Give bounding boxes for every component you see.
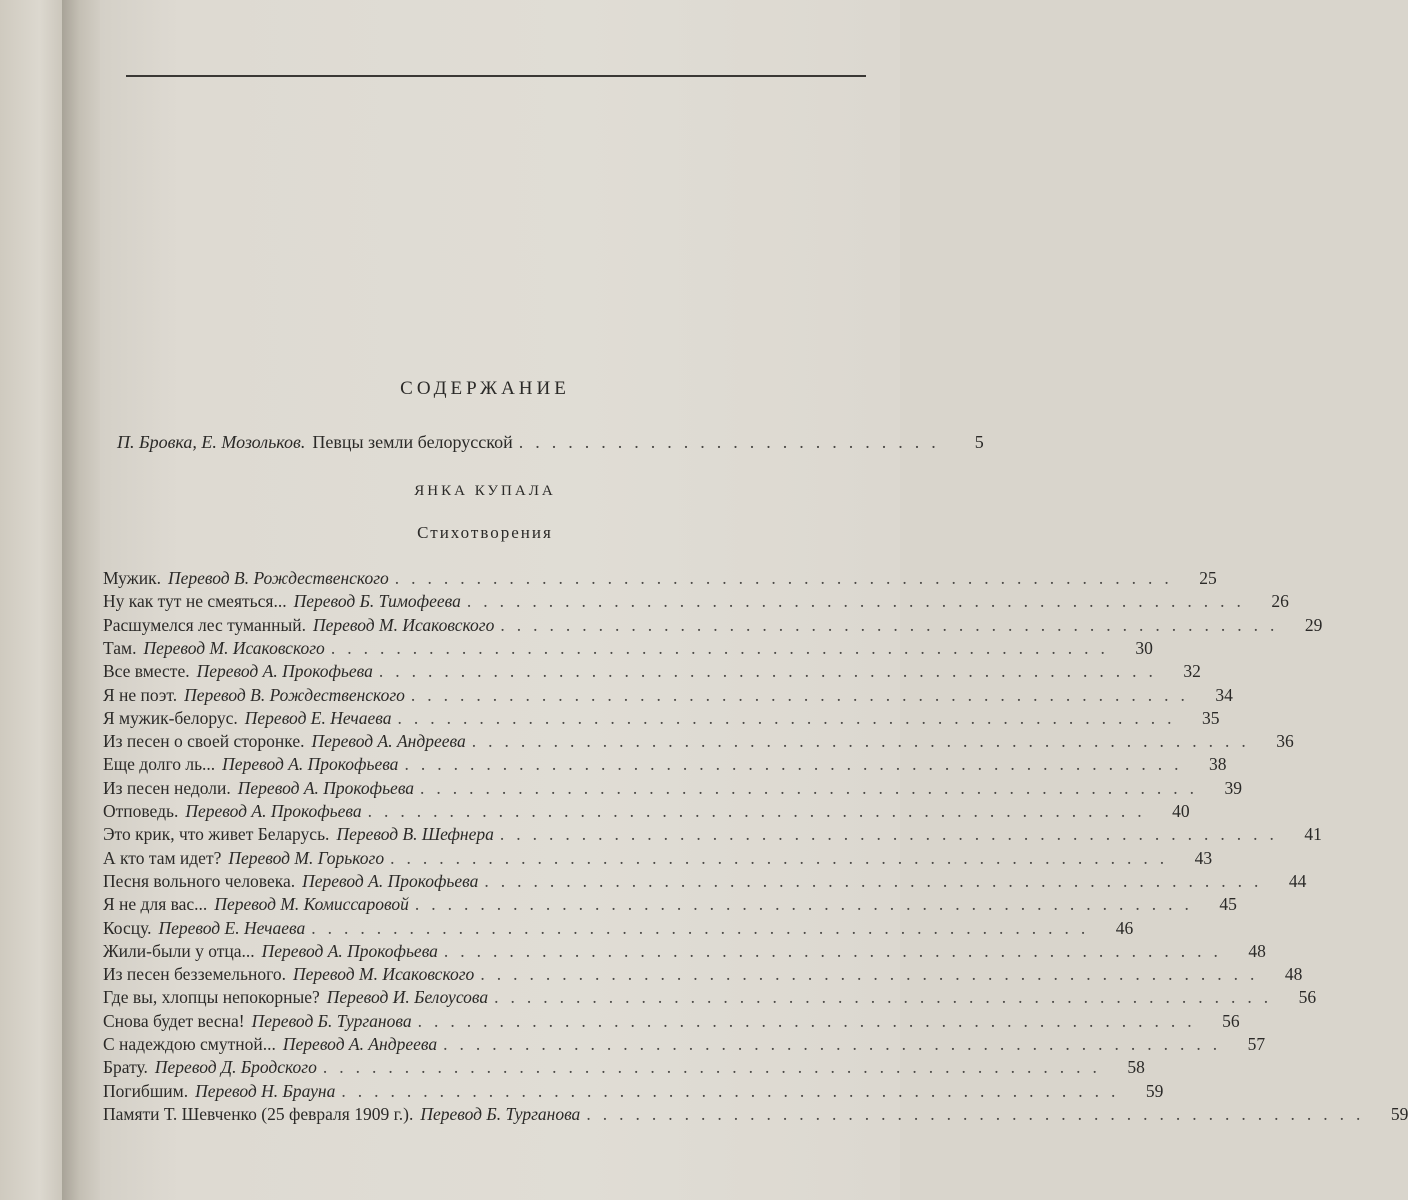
toc-entry-title: Из песен недоли. xyxy=(103,777,231,798)
leader-dots: ................................................ xyxy=(417,1010,1204,1031)
leader-dots: ................................................ xyxy=(443,1034,1230,1054)
toc-entry-translator: Перевод В. Рождественского xyxy=(184,684,405,705)
toc-entry-translator: Перевод М. Исаковского xyxy=(292,964,475,985)
toc-entry-title: Жили-были у отца... xyxy=(103,940,255,961)
toc-entry xyxy=(103,1080,1164,1105)
toc-entry-page-number: 43 xyxy=(1194,847,1213,868)
section-subtitle: Стихотворения xyxy=(417,523,553,542)
toc-entry-translator: Перевод Е. Нечаева xyxy=(158,917,306,938)
toc-entry-translator: Перевод А. Андреева xyxy=(311,731,466,752)
leader-dots: ................................................ xyxy=(471,731,1258,752)
leader-dots: ................................................ xyxy=(404,754,1191,775)
toc-entry-page-number: 30 xyxy=(1135,637,1153,658)
toc-entry-title: Мужик. xyxy=(103,568,161,588)
toc-entry xyxy=(103,917,1134,942)
toc-entry-page-number: 46 xyxy=(1115,917,1134,938)
toc-entry-translator: Перевод А. Прокофьева xyxy=(237,777,415,798)
toc-entry xyxy=(103,940,1266,965)
toc-entry xyxy=(103,870,1307,895)
toc-entry-page-number: 59 xyxy=(1390,1103,1408,1124)
leader-dots: ................................................ xyxy=(499,824,1286,845)
leader-dots: ................................................ xyxy=(494,987,1281,1008)
toc-entry-title: Где вы, хлопцы непокорные? xyxy=(103,987,320,1008)
toc-entry xyxy=(103,801,1190,825)
toc-entry xyxy=(103,568,1217,592)
toc-entry xyxy=(103,1057,1145,1081)
toc-entry-page-number: 26 xyxy=(1271,591,1289,612)
toc-entry xyxy=(103,637,1153,662)
toc-entry-title: Из песен безземельного. xyxy=(103,964,286,985)
toc-entry-title: Памяти Т. Шевченко (25 февраля 1909 г.). xyxy=(103,1103,414,1124)
toc-entry-title: Я не поэт. xyxy=(103,684,178,705)
toc-entry-page-number: 38 xyxy=(1208,754,1227,775)
leader-dots: ................................................ xyxy=(466,591,1253,612)
leader-dots: .......................... xyxy=(518,432,948,452)
toc-entry-title: Косцу. xyxy=(103,917,152,938)
toc-entry-page-number: 36 xyxy=(1276,731,1294,752)
toc-entry xyxy=(103,661,1201,685)
toc-entry-page-number: 29 xyxy=(1304,614,1323,635)
leader-dots: ................................................ xyxy=(484,870,1271,891)
toc-entry xyxy=(103,1034,1266,1058)
toc-entry-translator: Перевод Б. Турганова xyxy=(251,1010,412,1031)
toc-entry-title: Там. xyxy=(103,637,137,658)
toc-entry-title: Погибшим. xyxy=(103,1080,189,1101)
toc-entry-translator: Перевод М. Комиссаровой xyxy=(214,894,409,915)
leader-dots: ................................................ xyxy=(341,1080,1128,1101)
toc-entry xyxy=(103,614,1323,639)
toc-entry-page-number: 39 xyxy=(1224,777,1243,798)
toc-entry-page-number: 44 xyxy=(1288,870,1307,891)
leader-dots: ................................................ xyxy=(586,1103,1373,1124)
toc-entry-page-number: 41 xyxy=(1304,824,1322,845)
toc-entry xyxy=(103,824,1322,848)
intro-title: Певцы земли белорусской xyxy=(312,432,513,452)
toc-entry-title: Брату. xyxy=(103,1057,148,1078)
toc-entry xyxy=(103,1103,1408,1128)
toc-entry xyxy=(103,731,1294,755)
leader-dots: ................................................ xyxy=(322,1057,1109,1078)
toc-entry-translator: Перевод В. Шефнера xyxy=(336,824,494,845)
leader-dots: ................................................ xyxy=(443,940,1230,961)
toc-entry xyxy=(103,987,1317,1011)
toc-entry-title: Все вместе. xyxy=(103,661,190,682)
leader-dots: ................................................ xyxy=(330,637,1117,658)
toc-entry-translator: Перевод Б. Тимофеева xyxy=(293,591,461,612)
toc-entry-title: Песня вольного человека. xyxy=(103,870,296,891)
toc-entry-translator: Перевод М. Исаковского xyxy=(313,614,495,635)
leader-dots: ................................................ xyxy=(394,568,1181,588)
leader-dots: ................................................ xyxy=(414,894,1201,915)
toc-entry-title: Расшумелся лес туманный. xyxy=(103,614,306,635)
intro-entry xyxy=(117,432,984,456)
toc-entry-page-number: 59 xyxy=(1145,1080,1164,1101)
toc-entry-translator: Перевод А. Прокофьева xyxy=(222,754,399,775)
leader-dots: ................................................ xyxy=(480,964,1267,985)
toc-entry-page-number: 34 xyxy=(1215,684,1233,705)
leader-dots: ................................................ xyxy=(500,614,1287,635)
toc-entry-translator: Перевод Б. Турганова xyxy=(420,1103,581,1124)
toc-entry-translator: Перевод И. Белоусова xyxy=(326,987,489,1008)
toc-entry-page-number: 56 xyxy=(1222,1010,1240,1031)
toc-entry-translator: Перевод А. Прокофьева xyxy=(302,870,479,891)
toc-entry-page-number: 57 xyxy=(1247,1034,1266,1054)
leader-dots: ................................................ xyxy=(410,684,1197,705)
toc-entry-translator: Перевод А. Андреева xyxy=(282,1034,438,1054)
toc-entry-title: Ну как тут не смеяться... xyxy=(103,591,287,612)
toc-entry-title: Это крик, что живет Беларусь. xyxy=(103,824,330,845)
toc-entry-translator: Перевод М. Горького xyxy=(228,847,385,868)
toc-entry xyxy=(103,754,1227,778)
toc-entry-translator: Перевод М. Исаковского xyxy=(143,637,325,658)
previous-page-edge xyxy=(0,0,66,1200)
leader-dots: ................................................ xyxy=(378,661,1165,682)
toc-entry-page-number: 58 xyxy=(1127,1057,1145,1078)
leader-dots: ................................................ xyxy=(390,847,1177,868)
toc-entry-translator: Перевод Е. Нечаева xyxy=(244,707,392,728)
toc-entry xyxy=(103,1010,1240,1035)
toc-entry-page-number: 32 xyxy=(1183,661,1201,682)
toc-entry-title: Снова будет весна! xyxy=(103,1010,245,1031)
toc-entry xyxy=(103,964,1303,988)
toc-entry-translator: Перевод Н. Брауна xyxy=(195,1080,336,1101)
toc-entry-page-number: 48 xyxy=(1284,964,1303,985)
leader-dots: ................................................ xyxy=(311,917,1098,938)
toc-entry-title: Еще долго ль... xyxy=(103,754,216,775)
toc-entry-page-number: 40 xyxy=(1172,801,1190,821)
toc-entry-page-number: 35 xyxy=(1202,707,1220,728)
toc-entry-translator: Перевод А. Прокофьева xyxy=(196,661,373,682)
leader-dots: ................................................ xyxy=(367,801,1154,821)
section-author: ЯНКА КУПАЛА xyxy=(414,483,556,499)
toc-entry-title: Я не для вас... xyxy=(103,894,208,915)
toc-entry-translator: Перевод А. Прокофьева xyxy=(261,940,438,961)
toc-entry-page-number: 25 xyxy=(1199,568,1217,588)
toc-entry-title: Я мужик-белорус. xyxy=(103,707,238,728)
leader-dots: ................................................ xyxy=(397,707,1184,728)
toc-entry xyxy=(103,894,1237,918)
toc-entry-translator: Перевод В. Рождественского xyxy=(167,568,389,588)
toc-entry xyxy=(103,777,1243,802)
toc-entry-page-number: 56 xyxy=(1298,987,1317,1008)
toc-entry-title: Из песен о своей сторонке. xyxy=(103,731,305,752)
toc-entry-page-number: 48 xyxy=(1248,940,1266,961)
toc-entry xyxy=(103,684,1233,709)
top-rule xyxy=(126,75,866,77)
toc-entry-title: Отповедь. xyxy=(103,801,179,821)
toc-entry xyxy=(103,591,1289,615)
leader-dots: ................................................ xyxy=(420,777,1207,798)
toc-entry-title: С надеждою смутной... xyxy=(103,1034,276,1054)
toc-entry-translator: Перевод А. Прокофьева xyxy=(185,801,362,821)
toc-entry xyxy=(103,847,1213,872)
page-heading: СОДЕРЖАНИЕ xyxy=(400,378,570,399)
toc-entry xyxy=(103,707,1220,732)
intro-page-number: 5 xyxy=(974,432,984,452)
toc-entry-translator: Перевод Д. Бродского xyxy=(154,1057,317,1078)
toc-entry-page-number: 45 xyxy=(1219,894,1237,915)
toc-entry-title: А кто там идет? xyxy=(103,847,222,868)
intro-authors: П. Бровка, Е. Мозольков. xyxy=(117,432,306,452)
